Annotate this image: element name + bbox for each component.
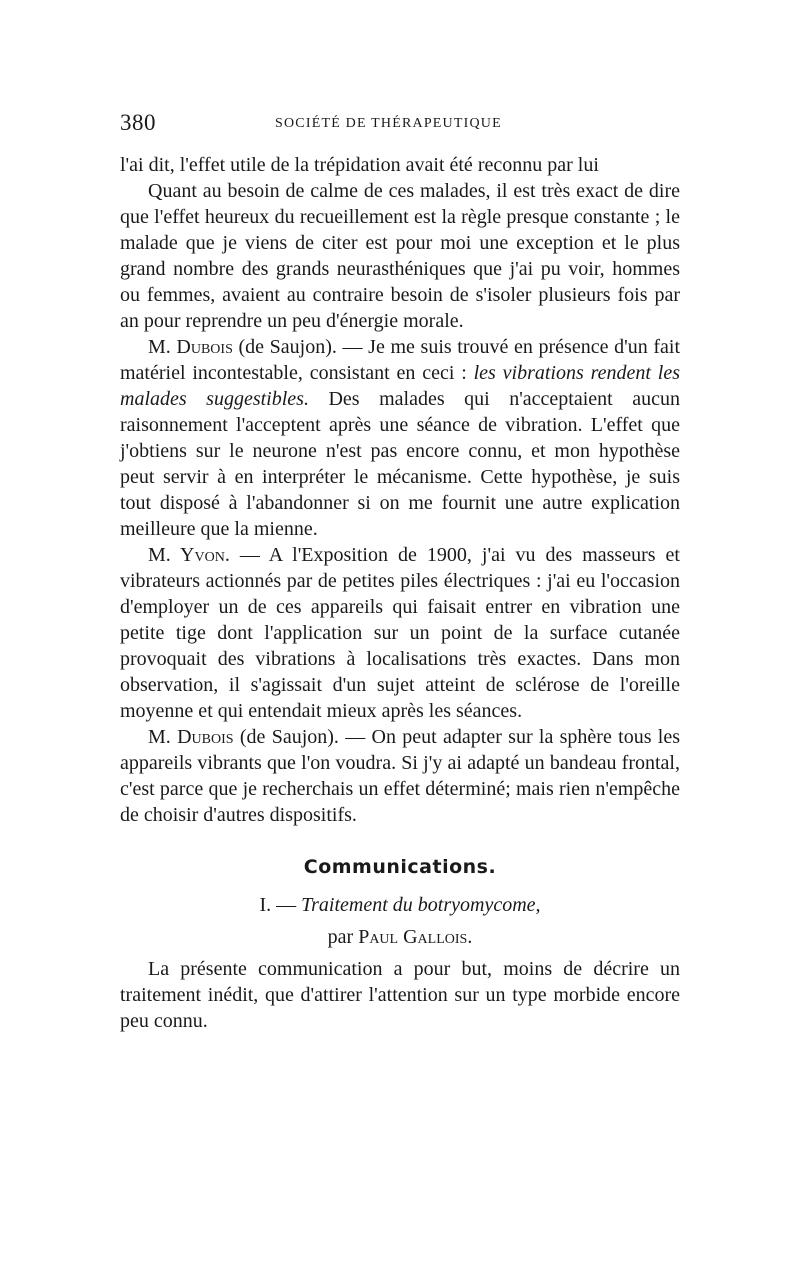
speaker-name: M. Yvon. <box>148 544 230 566</box>
page-number: 380 <box>120 110 156 135</box>
italic-emphasis: les vibrations rendent les malades suggestibles. <box>120 362 680 410</box>
author-name: Paul Gallois. <box>358 926 473 948</box>
paragraph-calm-need: Quant au besoin de calme de ces malades, il est très exact de dire que l'effet heureux du recueillement est la règle presque constante ; le malade que je viens de citer est pour moi une exception et le plus grand nombre des grands neurasthéniques que j'ai pu voir, hommes ou femmes, avaient au contraire besoin de s'isoler plusieurs fois par an pour reprendre un peu d'énergie morale. <box>120 180 680 332</box>
author-prefix: par <box>327 926 359 948</box>
communication-author <box>120 924 680 950</box>
communication-title <box>120 892 680 918</box>
page-header <box>120 110 680 142</box>
body-text <box>120 152 680 1034</box>
paragraph-text: (de Saujon). — On peut adapter sur la sphère tous les appareils vibrants que l'on voudra. Si j'y ai adapté un bandeau frontal, c'est parce que je recherchais un effet déterminé; mais rien n'empêche de choisir d'autres dispositifs. <box>120 726 681 826</box>
paragraph-continuation: l'ai dit, l'effet utile de la trépidation avait été reconnu par lui <box>120 154 599 176</box>
paragraph-text: — Je me suis trouvé en présence d'un fait matériel incontestable, consistant en ceci : <box>120 336 680 384</box>
section-heading: Communications. <box>303 856 497 878</box>
speaker-name: M. Dubois <box>148 726 234 748</box>
speaker-place: (de Saujon). <box>232 336 337 358</box>
speaker-name: M. Dubois <box>148 336 233 358</box>
paragraph-dubois-devices <box>120 724 680 828</box>
communication-title-text: Traitement du botryomycome, <box>301 894 541 916</box>
paragraph-text: — A l'Exposition de 1900, j'ai vu des masseurs et vibrateurs actionnés par de petites piles électriques : j'ai eu l'occasion d'employer un de ces appareils qui faisait entrer en vibration une petite tige dont l'application sur un point de la surface cutanée provoquait des vibrations à localisations très exactes. Dans mon observation, il s'agissait d'un sujet atteint de sclérose de l'oreille moyenne et qui entendait mieux après les séances. <box>120 544 680 722</box>
paragraph-dubois-suggestibility <box>120 334 680 542</box>
paragraph-yvon-exposition <box>120 542 680 724</box>
running-title: SOCIÉTÉ DE THÉRAPEUTIQUE <box>275 116 502 131</box>
paragraph-text: Des malades qui n'acceptaient aucun raisonnement l'acceptent après une séance de vibration. L'effet que j'obtiens sur le neurone n'est pas encore connu, et mon hypothèse peut servir à en interpréter le mécanisme. Cette hypothèse, je suis tout disposé à l'abandonner si on me fournit une autre explication meilleure que la mienne. <box>120 388 680 540</box>
communication-number: I. — <box>259 894 302 916</box>
paragraph-communication-intro: La présente communication a pour but, moins de décrire un traitement inédit, que d'attirer l'attention sur un type morbide encore peu connu. <box>120 958 680 1032</box>
